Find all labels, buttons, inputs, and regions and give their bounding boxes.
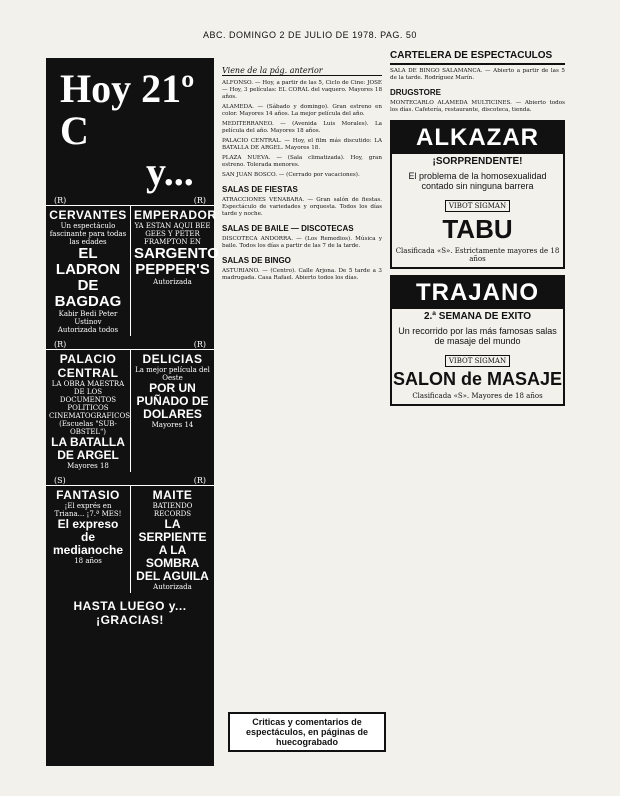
rating-row: [46, 336, 214, 349]
temperature-headline: Hoy 21º C: [60, 66, 195, 153]
trajano-ad: [390, 275, 565, 406]
cinema-maite: [130, 486, 214, 593]
listing-paragraph: MONTECARLO ALAMEDA MULTICINES. — Abierto todos los días. Cafetería, restaurante, discoteca, tienda.: [390, 100, 565, 113]
film-rating-note: Mayores 18: [67, 462, 109, 470]
rating-badge: (S): [54, 476, 66, 485]
continuation-label: Viene de la pág. anterior: [222, 66, 382, 76]
rating-badge: (R): [54, 196, 67, 205]
cinema-tagline: ¡El exprés en Triana... ¡7.ª MES!: [54, 502, 122, 518]
ad-tagline: 2.ª SEMANA DE EXITO: [423, 311, 532, 322]
film-title: LA SERPIENTE A LA SOMBRA DEL AGUILA: [136, 517, 209, 583]
rating-badge: (R): [54, 340, 67, 349]
cinema-palacio-central: [46, 350, 130, 472]
cinema-delicias: [130, 350, 214, 472]
film-rating-note: Clasificada «S». Mayores de 18 años: [412, 392, 543, 400]
section-heading: SALAS DE BAILE — DISCOTECAS: [222, 224, 354, 233]
cinema-name: MAITE: [152, 488, 193, 502]
film-title: SARGENTO PEPPER'S: [134, 245, 219, 278]
rating-badge: (R): [193, 196, 206, 205]
listing-paragraph: ALFONSO. — Hoy, a partir de las 5, Ciclo de Cine: JOSE — Hoy, 3 películas: EL CORAL del vaquero. Mayores 18 años.: [222, 80, 382, 100]
film-title: EL LADRON DE BAGDAG: [54, 245, 122, 310]
cinema-cervantes: [46, 206, 130, 336]
cinema-name: TRAJANO: [392, 277, 563, 309]
studio-badge: VIBOT SIGMAN: [445, 355, 510, 367]
cinema-emperador: [130, 206, 219, 336]
listings-column: [222, 66, 382, 736]
cinema-tagline: LA OBRA MAESTRA DE LOS DOCUMENTOS POLITICOS CINEMATOGRAFICOS (Escuelas "SUB-OBSTEL"): [49, 380, 131, 436]
film-title: SALON de MASAJE: [392, 369, 563, 389]
page-header: ABC. DOMINGO 2 DE JULIO DE 1978. PAG. 50: [203, 30, 417, 40]
section-heading: DRUGSTORE: [390, 88, 441, 97]
cinema-pair: [46, 485, 214, 593]
film-rating-note: Clasificada «S». Estrictamente mayores de 18 años: [395, 247, 560, 263]
ad-description: Un recorrido por las más famosas salas de masaje del mundo: [398, 326, 557, 346]
cinema-tagline: La mejor película del Oeste: [135, 366, 210, 382]
cartelera-column: [390, 50, 565, 770]
section-heading: SALAS DE BINGO: [222, 256, 291, 265]
rating-row: [46, 472, 214, 485]
cinema-fantasio: [46, 486, 130, 593]
cinema-name: EMPERADOR: [134, 208, 217, 222]
temperature-subline: y...: [146, 149, 194, 194]
farewell-footer: HASTA LUEGO y... ¡GRACIAS!: [73, 599, 187, 627]
cinema-ads-column: [46, 58, 219, 766]
film-rating-note: Autorizada: [153, 278, 192, 286]
film-title: El expreso de medianoche: [52, 517, 124, 557]
cinema-pair: [46, 205, 219, 336]
ad-description: El problema de la homosexualidad contado sin ninguna barrera: [408, 171, 547, 191]
film-rating-note: Autorizada todos: [57, 326, 119, 334]
alkazar-ad: [390, 120, 565, 269]
listing-paragraph: SAN JUAN BOSCO. — (Cerrado por vacaciones).: [222, 172, 360, 178]
listing-paragraph: ATRACCIONES VENABARA. — Gran salón de fiestas. Espectáculo de variedades y orquesta. Todos los días tarde y noche.: [222, 197, 382, 217]
rating-badge: (R): [193, 476, 206, 485]
listing-paragraph: PALACIO CENTRAL. — Hoy, el film más discutido: LA BATALLA DE ARGEL. Mayores 18.: [222, 138, 382, 151]
cinema-name: DELICIAS: [142, 352, 203, 366]
film-rating-note: Mayores 14: [151, 421, 194, 429]
cinema-pair: [46, 349, 214, 472]
listing-paragraph: PLAZA NUEVA. — (Sala climatizada). Hoy, gran estreno. Tolerada menores.: [222, 155, 382, 168]
film-title: POR UN PUÑADO DE DOLARES: [136, 381, 209, 421]
film-rating-note: 18 años: [74, 557, 102, 565]
film-cast: Kabir Bedi Peter Ustinov: [58, 310, 118, 326]
cinema-tagline: Un espectáculo fascinante para todas las edades: [49, 222, 127, 246]
film-title: TABU: [442, 214, 513, 244]
cinema-name: ALKAZAR: [392, 122, 563, 154]
listing-paragraph: DISCOTECA ANDORRA. — (Los Remedios). Música y baile. Todos los días a partir de las 7 de la tarde.: [222, 236, 382, 249]
listing-paragraph: ALAMEDA. — (Sábado y domingo). Gran estreno en color. Mayores 14 años. La mejor película del año.: [222, 104, 382, 117]
cinema-tagline: YA ESTAN AQUI BEE GEES Y PETER FRAMPTON EN: [134, 222, 211, 246]
cinema-name: CERVANTES: [49, 208, 127, 222]
film-title: LA BATALLA DE ARGEL: [51, 435, 125, 462]
section-heading: SALAS DE FIESTAS: [222, 185, 298, 194]
cinema-name: PALACIO CENTRAL: [57, 352, 119, 380]
listing-paragraph: ASTURIANO. — (Centro). Calle Arjona. De 5 tarde a 3 madrugada. Casa Rafael. Abierto todos los días.: [222, 268, 382, 281]
rating-badge: (R): [193, 340, 206, 349]
criticas-box: Criticas y comentarios de espectáculos, en páginas de huecograbado: [228, 712, 386, 752]
film-rating-note: Autorizada: [153, 583, 192, 591]
studio-badge: VIBOT SIGMAN: [445, 200, 510, 212]
cinema-tagline: BATIENDO RECORDS: [152, 502, 193, 518]
listing-paragraph: MEDITERRANEO. — (Avenida Luis Morales). La película del año. Mayores 18 años.: [222, 121, 382, 134]
listing-paragraph: SALA DE BINGO SALAMANCA. — Abierto a partir de las 5 de la tarde. Rodríguez Marín.: [390, 68, 565, 81]
ad-tagline: ¡SORPRENDENTE!: [432, 156, 523, 167]
cartelera-title: CARTELERA DE ESPECTACULOS: [390, 50, 565, 65]
cinema-name: FANTASIO: [56, 488, 120, 502]
